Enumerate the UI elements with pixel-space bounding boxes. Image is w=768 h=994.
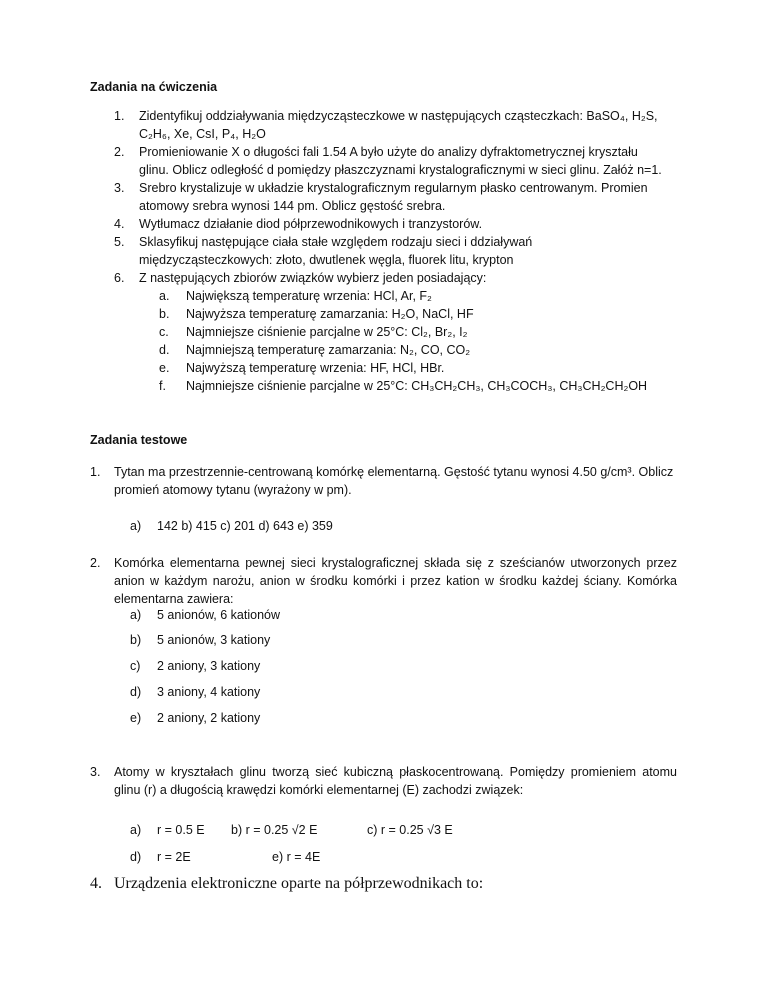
option-letter: d) xyxy=(130,850,142,864)
question-number: 1. xyxy=(90,465,101,479)
question-number: 3. xyxy=(90,765,101,779)
subitem-letter: a. xyxy=(159,289,170,303)
option-letter: a) xyxy=(130,823,142,837)
subitem-text: Najmniejszą temperaturę zamarzania: N₂, CO, CO₂ xyxy=(186,343,471,357)
subitem-letter: e. xyxy=(159,361,170,375)
option-b: b) r = 0.25 √2 E xyxy=(231,823,318,837)
exercise-number: 5. xyxy=(114,235,125,249)
option-text: 5 anionów, 3 kationy xyxy=(157,633,271,647)
question-number: 4. xyxy=(90,875,102,892)
option-d: r = 2E xyxy=(157,850,191,864)
option-text: 2 aniony, 2 kationy xyxy=(157,711,261,725)
exercise-text-line: Wytłumacz działanie diod półprzewodnikowych i tranzystorów. xyxy=(139,217,483,231)
option-text: 5 anionów, 6 kationów xyxy=(157,608,281,622)
answer-options: 142 b) 415 c) 201 d) 643 e) 359 xyxy=(157,519,333,533)
exercise-text-line: Zidentyfikuj oddziaływania międzycząsteczkowe w następujących cząsteczkach: BaSO₄, H₂S, xyxy=(139,109,658,123)
subitem-letter: b. xyxy=(159,307,170,321)
exercise-number: 2. xyxy=(114,145,125,159)
tests-heading: Zadania testowe xyxy=(90,433,188,447)
exercises-heading: Zadania na ćwiczenia xyxy=(90,80,218,94)
subitem-letter: d. xyxy=(159,343,170,357)
exercise-text-line: Z następujących zbiorów związków wybierz jeden posiadający: xyxy=(139,271,487,285)
option-text: 2 aniony, 3 kationy xyxy=(157,659,261,673)
subitem-text: Najwyższa temperaturę zamarzania: H₂O, NaCl, HF xyxy=(186,307,474,321)
answer-letter: a) xyxy=(130,519,142,533)
exercise-text-line: międzycząsteczkowych: złoto, dwutlenek węgla, fluorek litu, krypton xyxy=(139,253,514,267)
question-text: Komórka elementarna pewnej sieci krystalograficznej składa się z sześcianów utworzonych przez anion w każdym narożu, anion w środku komórki i przez kation w środku każdej ściany. Komórka elementarna zawiera: xyxy=(114,556,677,606)
subitem-text: Najmniejsze ciśnienie parcjalne w 25°C: Cl₂, Br₂, I₂ xyxy=(186,325,468,339)
option-e: e) r = 4E xyxy=(272,850,321,864)
exercise-number: 6. xyxy=(114,271,125,285)
question-text: Atomy w kryształach glinu tworzą sieć kubiczną płaskocentrowaną. Pomiędzy promieniem atomu glinu (r) a długością krawędzi komórki elementarnej (E) zachodzi związek: xyxy=(114,765,677,797)
subitem-text: Najmniejsze ciśnienie parcjalne w 25°C: CH₃CH₂CH₃, CH₃COCH₃, CH₃CH₂CH₂OH xyxy=(186,379,648,393)
option-a: r = 0.5 E xyxy=(157,823,205,837)
subitem-text: Najwyższą temperaturę wrzenia: HF, HCl, HBr. xyxy=(186,361,445,375)
subitem-letter: c. xyxy=(159,325,169,339)
question-text-line: Tytan ma przestrzennie-centrowaną komórkę elementarną. Gęstość tytanu wynosi 4.50 g/cm³. Oblicz xyxy=(114,465,674,479)
exercise-number: 3. xyxy=(114,181,125,195)
exercise-text-line: C₂H₆, Xe, CsI, P₄, H₂O xyxy=(139,127,266,141)
question-text-line: promień atomowy tytanu (wyrażony w pm). xyxy=(114,483,352,497)
question-number: 2. xyxy=(90,556,101,570)
option-letter: e) xyxy=(130,711,142,725)
option-letter: d) xyxy=(130,685,142,699)
exercise-text-line: Sklasyfikuj następujące ciała stałe względem rodzaju sieci i ddziaływań xyxy=(139,235,533,249)
option-letter: b) xyxy=(130,633,142,647)
exercise-text-line: atomowy srebra wynosi 144 pm. Oblicz gęstość srebra. xyxy=(139,199,446,213)
option-letter: a) xyxy=(130,608,142,622)
option-letter: c) xyxy=(130,659,141,673)
option-text: 3 aniony, 4 kationy xyxy=(157,685,261,699)
option-c: c) r = 0.25 √3 E xyxy=(367,823,453,837)
exercise-number: 1. xyxy=(114,109,125,123)
exercise-text-line: glinu. Oblicz odległość d pomiędzy płaszczyznami krystalograficznymi w sieci glinu. Załóż n=1. xyxy=(139,163,662,177)
exercise-text-line: Promieniowanie X o długości fali 1.54 A było użyte do analizy dyfraktometrycznej kryształu xyxy=(139,145,638,159)
exercise-text-line: Srebro krystalizuje w układzie krystalograficznym regularnym płasko centrowanym. Promien xyxy=(139,181,648,195)
subitem-letter: f. xyxy=(159,379,166,393)
subitem-text: Największą temperaturę wrzenia: HCl, Ar, F₂ xyxy=(186,289,432,303)
question-text: Urządzenia elektroniczne oparte na półprzewodnikach to: xyxy=(114,875,484,892)
exercise-number: 4. xyxy=(114,217,125,231)
